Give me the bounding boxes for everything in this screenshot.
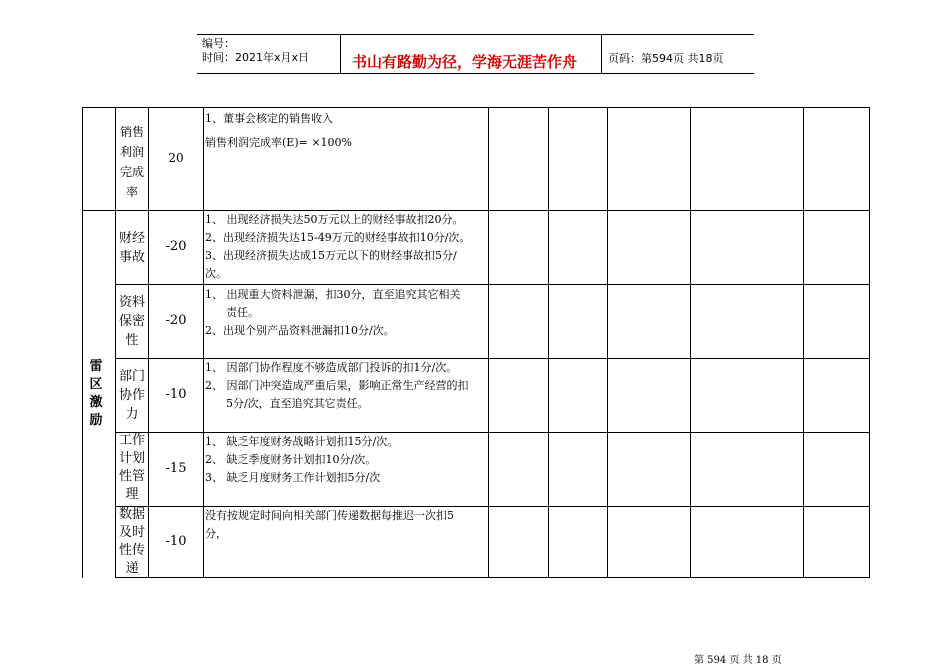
row-description: 1、 出现经济损失达50万元以上的财经事故扣20分。 2、出现经济损失达15-49万元的财经事故扣10分/次。 3、出现经济损失达成15万元以下的财经事故扣5分/ 次。: [205, 213, 471, 280]
group-label: 雷 区 激 励: [89, 359, 103, 428]
row-category: 工作 计划 性管 理: [118, 433, 145, 502]
row-score: -10: [165, 534, 187, 549]
page-indicator: 页码：第594页 共18页: [608, 52, 724, 65]
document-date: 时间：2021年x月x日: [202, 51, 310, 64]
row-score: 20: [168, 151, 184, 165]
row-category: 销售 利润 完成 率: [119, 125, 144, 199]
document-number-label: 编号：: [202, 37, 235, 50]
motto-title: 书山有路勤为径，学海无涯苦作舟: [352, 53, 578, 71]
row-score: -20: [165, 313, 187, 328]
row-category: 部门 协作 力: [118, 369, 145, 422]
row-description: 1、 因部门协作程度不够造成部门投诉的扣1分/次。 2、 因部门冲突造成严重后果，影响正常生产经营的扣 5分/次，直至追究其它责任。: [205, 361, 469, 410]
row-score: -15: [165, 461, 187, 476]
row-category: 资料 保密 性: [118, 295, 145, 348]
row-score: -10: [165, 387, 187, 402]
row-description: 1、董事会核定的销售收入 销售利润完成率(E)= ×100%: [205, 112, 352, 149]
row-description: 1、 出现重大资料泄漏，扣30分，直至追究其它相关 责任。 2、出现个别产品资料泄漏扣10分/次。: [205, 288, 461, 337]
row-description: 没有按规定时间向相关部门传递数据每推迟一次扣5 分，: [205, 509, 454, 540]
row-description: 1、 缺乏年度财务战略计划扣15分/次。 2、 缺乏季度财务计划扣10分/次。 3、 缺乏月度财务工作计划扣5分/次: [205, 435, 399, 484]
row-score: -20: [165, 239, 187, 254]
page-footer: 第 594 页 共 18 页: [694, 655, 782, 666]
row-category: 财经 事故: [118, 231, 145, 265]
row-category: 数据 及时 性传 递: [118, 507, 145, 576]
